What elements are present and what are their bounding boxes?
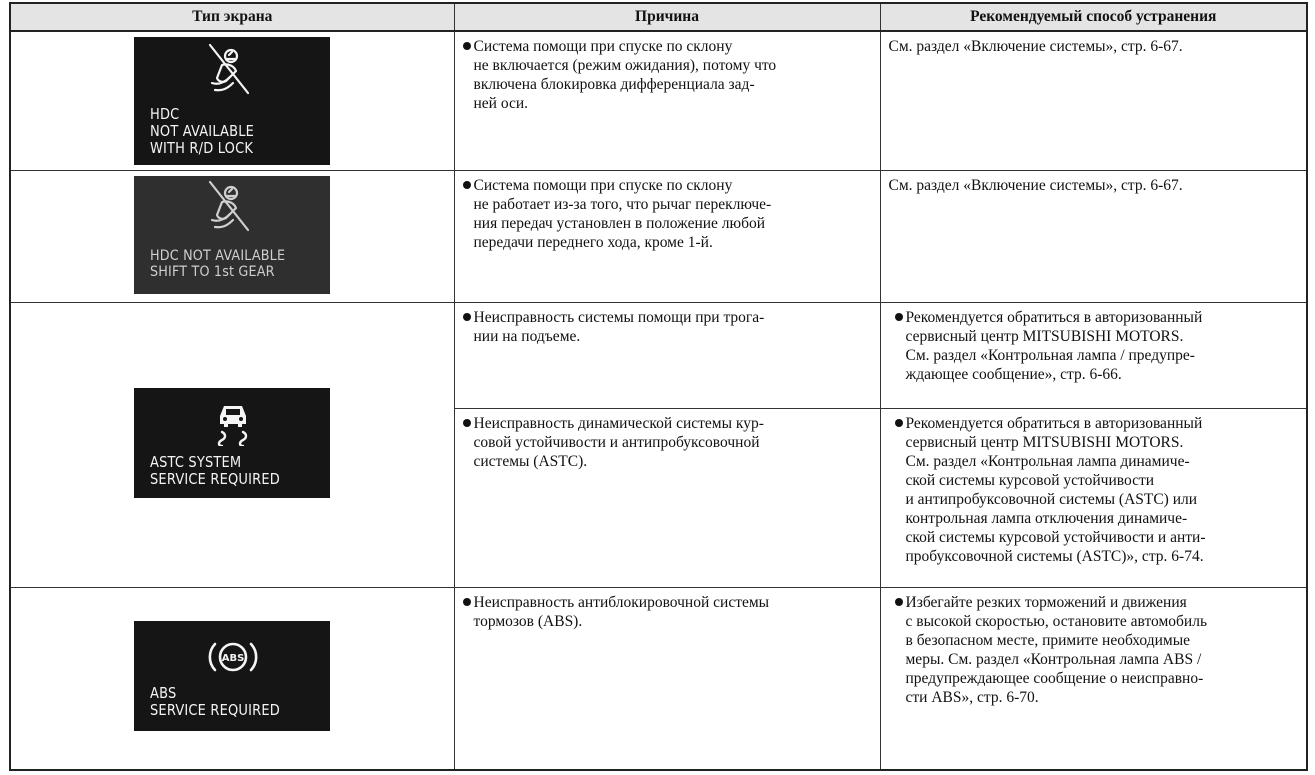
cause-cell — [454, 31, 880, 171]
remedy-text: и антипробуксовочной системы (ASTC) или — [905, 491, 1198, 508]
screen-line: ASTC SYSTEM — [150, 452, 242, 471]
screen-line: SERVICE REQUIRED — [150, 469, 281, 488]
remedy-text: сти ABS», стр. 6-70. — [905, 689, 1039, 706]
remedy-text: меры. См. раздел «Контрольная лампа ABS / — [905, 651, 1202, 668]
display-screen-abs — [134, 621, 330, 731]
remedy-text: предупреждающее сообщение о неисправно- — [905, 670, 1204, 687]
screen-cell — [10, 31, 454, 171]
remedy-cell — [880, 588, 1307, 770]
cause-text: Система помощи при спуске по склону — [473, 177, 733, 194]
hdc-off-icon — [200, 178, 256, 234]
cause-text: ния передач установлен в положение любой — [473, 215, 766, 232]
bullet-icon — [463, 313, 471, 321]
screen-message — [150, 454, 296, 488]
screen-cell — [10, 303, 454, 588]
abs-icon — [204, 637, 262, 677]
remedy-text: сервисный центр MITSUBISHI MOTORS. — [905, 328, 1184, 345]
cause-text: Неисправность динамической системы кур- — [473, 415, 764, 432]
remedy-cell — [880, 171, 1307, 303]
screen-line: NOT AVAILABLE — [150, 122, 255, 140]
screen-line: SERVICE REQUIRED — [150, 700, 281, 719]
cause-text: Система помощи при спуске по склону — [473, 38, 733, 55]
cause-text: ней оси. — [473, 95, 529, 112]
hdc-off-icon — [200, 41, 256, 97]
remedy-cell — [880, 303, 1307, 409]
skid-car-icon — [216, 402, 250, 446]
screen-message — [150, 106, 296, 157]
bullet-icon — [895, 419, 903, 427]
display-screen-astc — [134, 388, 330, 498]
remedy-text: Избегайте резких торможений и движения — [905, 594, 1187, 611]
screen-line: WITH R/D LOCK — [150, 139, 254, 157]
display-screen-hdc-rd-lock — [134, 37, 330, 165]
screen-message — [150, 248, 303, 280]
remedy-text: Рекомендуется обратиться в авторизованный — [905, 309, 1203, 326]
bullet-icon — [463, 598, 471, 606]
bullet-icon — [463, 181, 471, 189]
cause-text: не работает из-за того, что рычаг переключе- — [473, 196, 772, 213]
remedy-cell — [880, 31, 1307, 171]
remedy-text: См. раздел «Включение системы», стр. 6-67. — [888, 38, 1183, 55]
table-header-row — [10, 3, 1307, 31]
remedy-text: См. раздел «Контрольная лампа / предупре- — [905, 347, 1195, 364]
screen-cell — [10, 588, 454, 770]
cause-text: не включается (режим ожидания), потому что — [473, 57, 777, 74]
cause-text: системы (ASTC). — [473, 453, 588, 470]
remedy-text: в безопасном месте, примите необходимые — [905, 632, 1191, 649]
remedy-text: пробуксовочной системы (ASTC)», стр. 6-74. — [905, 548, 1204, 565]
display-screen-hdc-shift — [134, 176, 330, 294]
cause-cell — [454, 171, 880, 303]
table-row — [10, 171, 1307, 303]
remedy-text: ской системы курсовой устойчивости и анти- — [905, 529, 1206, 546]
cause-text: Неисправность антиблокировочной системы — [473, 594, 770, 611]
cause-cell — [454, 303, 880, 409]
remedy-text: Рекомендуется обратиться в авторизованный — [905, 415, 1203, 432]
abs-icon-label: ABS — [221, 652, 245, 664]
remedy-text: сервисный центр MITSUBISHI MOTORS. — [905, 434, 1184, 451]
remedy-text: с высокой скоростью, остановите автомобиль — [905, 613, 1208, 630]
cause-text: передачи переднего хода, кроме 1-й. — [473, 234, 713, 251]
screen-message — [150, 685, 296, 719]
table-row — [10, 588, 1307, 770]
cause-cell — [454, 409, 880, 588]
cause-text: нии на подъеме. — [473, 328, 581, 345]
header-cause: Причина — [454, 3, 880, 31]
cause-cell — [454, 588, 880, 770]
cause-text: тормозов (ABS). — [473, 613, 583, 630]
remedy-text: См. раздел «Контрольная лампа динамиче- — [905, 453, 1190, 470]
cause-text: Неисправность системы помощи при трога- — [473, 309, 765, 326]
remedy-text: контрольная лампа отключения динамиче- — [905, 510, 1188, 527]
header-remedy: Рекомендуемый способ устранения — [880, 3, 1307, 31]
remedy-text: См. раздел «Включение системы», стр. 6-67. — [888, 177, 1183, 194]
bullet-icon — [463, 419, 471, 427]
screen-line: HDC — [150, 105, 180, 123]
cause-text: совой устойчивости и антипробуксовочной — [473, 434, 760, 451]
table-row — [10, 31, 1307, 171]
remedy-cell — [880, 409, 1307, 588]
header-screen-type: Тип экрана — [10, 3, 454, 31]
screen-line: HDC NOT AVAILABLE — [150, 248, 286, 264]
bullet-icon — [895, 313, 903, 321]
cause-text: включена блокировка дифференциала зад- — [473, 76, 755, 93]
warning-messages-table — [9, 2, 1308, 771]
remedy-text: ской системы курсовой устойчивости — [905, 472, 1155, 489]
screen-line: SHIFT TO 1st GEAR — [150, 264, 275, 280]
screen-cell — [10, 171, 454, 303]
screen-line: ABS — [150, 683, 177, 702]
bullet-icon — [895, 598, 903, 606]
bullet-icon — [463, 42, 471, 50]
remedy-text: ждающее сообщение», стр. 6-66. — [905, 366, 1122, 383]
table-row — [10, 303, 1307, 409]
